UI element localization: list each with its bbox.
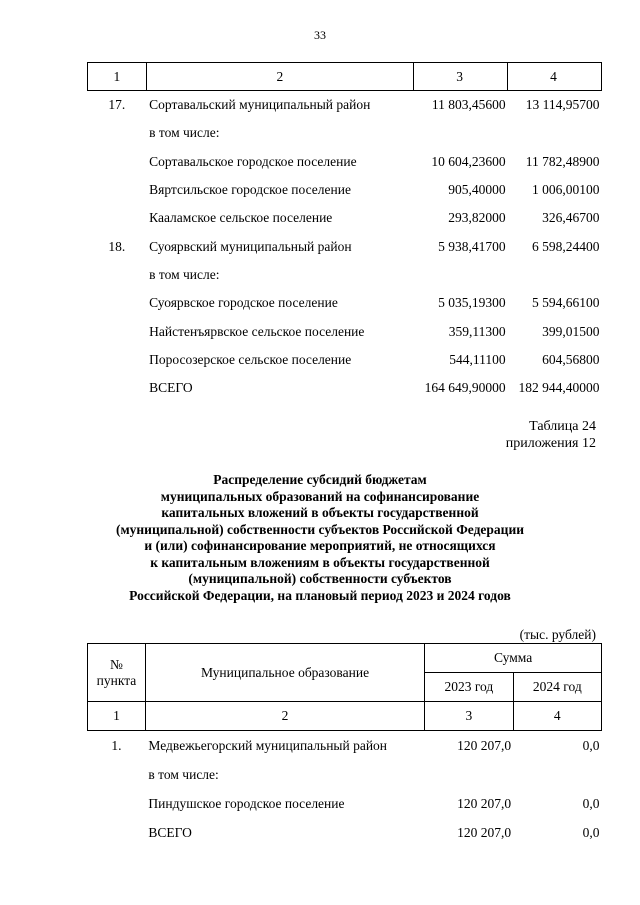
subsidy-table <box>87 643 602 847</box>
row-number <box>88 789 146 818</box>
row-name: Медвежьегорский муниципальный район <box>148 737 388 753</box>
table-index-row <box>88 702 602 731</box>
row-value-2023: 293,82000 <box>448 210 506 226</box>
row-value-2024: 0,0 <box>582 824 600 840</box>
header-municipality: Муниципальное образование <box>145 644 424 702</box>
row-value-2023 <box>414 261 508 289</box>
row-value-2024: 399,01500 <box>542 323 600 339</box>
row-number <box>88 346 147 374</box>
row-value-2024: 11 782,48900 <box>525 153 600 169</box>
row-value-2023: 120 207,0 <box>457 737 512 753</box>
row-value-2023: 120 207,0 <box>457 824 512 840</box>
row-number <box>88 176 147 204</box>
row-name: Найстенъярвское сельское поселение <box>149 323 365 339</box>
row-number <box>88 204 147 232</box>
row-value-2024 <box>508 261 602 289</box>
row-value-2023: 905,40000 <box>448 182 506 198</box>
row-value-2023 <box>414 119 508 147</box>
column-index-2: 2 <box>146 63 414 91</box>
header-year-2024: 2024 год <box>513 673 601 702</box>
header-item-number-label: № пункта <box>96 656 137 688</box>
title-line: и (или) софинансирование мероприятий, не относящихся <box>144 538 496 553</box>
row-value-2024: 0,0 <box>582 795 600 811</box>
row-value-2023: 120 207,0 <box>457 795 512 811</box>
row-number <box>88 760 146 789</box>
row-name: Кааламское сельское поселение <box>149 210 333 226</box>
row-name: в том числе: <box>148 766 219 782</box>
table-row-total <box>88 374 602 402</box>
row-value-2024: 5 594,66100 <box>532 295 600 311</box>
column-index-1: 1 <box>88 63 147 91</box>
row-name: ВСЕГО <box>149 380 193 396</box>
row-name: Пиндушское городское поселение <box>148 795 345 811</box>
title-line: к капитальным вложениям в объекты государственной <box>150 554 490 570</box>
row-value-2024: 0,0 <box>582 737 600 753</box>
header-sum: Сумма <box>425 644 602 673</box>
row-name: Суоярвский муниципальный район <box>149 238 352 254</box>
row-name: Суоярвское городское поселение <box>149 295 338 311</box>
column-index-3: 3 <box>414 63 508 91</box>
table-header-row <box>88 644 602 673</box>
row-value-2023: 5 035,19300 <box>438 295 506 311</box>
table-row <box>88 760 602 789</box>
row-name: Сортавальский муниципальный район <box>149 97 371 113</box>
row-value-2023: 359,11300 <box>448 323 506 339</box>
table-row <box>88 346 602 374</box>
row-value-2024: 604,56800 <box>542 351 600 367</box>
row-value-2024: 326,46700 <box>542 210 600 226</box>
title-line: Распределение субсидий бюджетам <box>213 472 427 487</box>
row-number <box>88 119 147 147</box>
title-line: капитальных вложений в объекты государственной <box>161 505 479 520</box>
row-value-2023: 11 803,45600 <box>431 97 506 113</box>
row-name: в том числе: <box>149 266 220 282</box>
row-name: Поросозерское сельское поселение <box>149 351 352 367</box>
title-line: Российской Федерации, на плановый период 2023 и 2024 годов <box>129 587 511 603</box>
column-index-4: 4 <box>508 63 602 91</box>
table-row <box>88 91 602 120</box>
row-number <box>88 374 147 402</box>
row-value-2024 <box>508 119 602 147</box>
table-row <box>88 789 602 818</box>
column-index-3: 3 <box>425 702 513 731</box>
row-number: 17. <box>108 97 126 113</box>
header-item-number <box>88 644 146 702</box>
row-value-2023 <box>425 760 513 789</box>
table-header-row <box>88 63 602 91</box>
row-value-2023: 10 604,23600 <box>431 153 506 169</box>
column-index-4: 4 <box>513 702 601 731</box>
table-row <box>88 232 602 260</box>
table-row <box>88 731 602 761</box>
table-row <box>88 204 602 232</box>
row-name: Вяртсильское городское поселение <box>149 182 351 198</box>
table-row-total <box>88 818 602 847</box>
table-row <box>88 119 602 147</box>
row-value-2023: 5 938,41700 <box>438 238 506 254</box>
table-row <box>88 289 602 317</box>
table-row <box>88 176 602 204</box>
title-line: муниципальных образований на софинансирование <box>160 488 480 504</box>
row-value-2024: 182 944,40000 <box>518 380 600 396</box>
row-number <box>88 818 146 847</box>
header-year-2023: 2023 год <box>425 673 513 702</box>
section-title <box>60 472 580 604</box>
row-number <box>88 261 147 289</box>
row-value-2024: 6 598,24400 <box>532 238 600 254</box>
row-number <box>88 289 147 317</box>
row-value-2024: 13 114,95700 <box>525 97 600 113</box>
table-continuation <box>87 62 602 402</box>
row-name: в том числе: <box>149 125 220 141</box>
row-name: Сортавальское городское поселение <box>149 153 357 169</box>
unit-label: (тыс. рублей) <box>519 627 596 642</box>
caption-appendix: приложения 12 <box>505 436 596 451</box>
row-number: 18. <box>108 238 126 254</box>
row-name: ВСЕГО <box>148 824 192 840</box>
caption-table-number: Таблица 24 <box>529 419 596 434</box>
title-line: (муниципальной) собственности субъектов Российской Федерации <box>115 521 525 537</box>
column-index-2: 2 <box>145 702 424 731</box>
table-caption <box>506 418 596 452</box>
row-number <box>88 317 147 345</box>
row-number <box>88 148 147 176</box>
row-value-2023: 544,11100 <box>449 351 506 367</box>
table-row <box>88 148 602 176</box>
table-row <box>88 261 602 289</box>
title-line: (муниципальной) собственности субъектов <box>188 571 452 586</box>
table-row <box>88 317 602 345</box>
page-number: 33 <box>314 28 326 42</box>
row-value-2023: 164 649,90000 <box>424 380 506 396</box>
row-number: 1. <box>111 737 122 753</box>
row-value-2024: 1 006,00100 <box>532 182 600 198</box>
column-index-1: 1 <box>88 702 146 731</box>
row-value-2024 <box>513 760 601 789</box>
